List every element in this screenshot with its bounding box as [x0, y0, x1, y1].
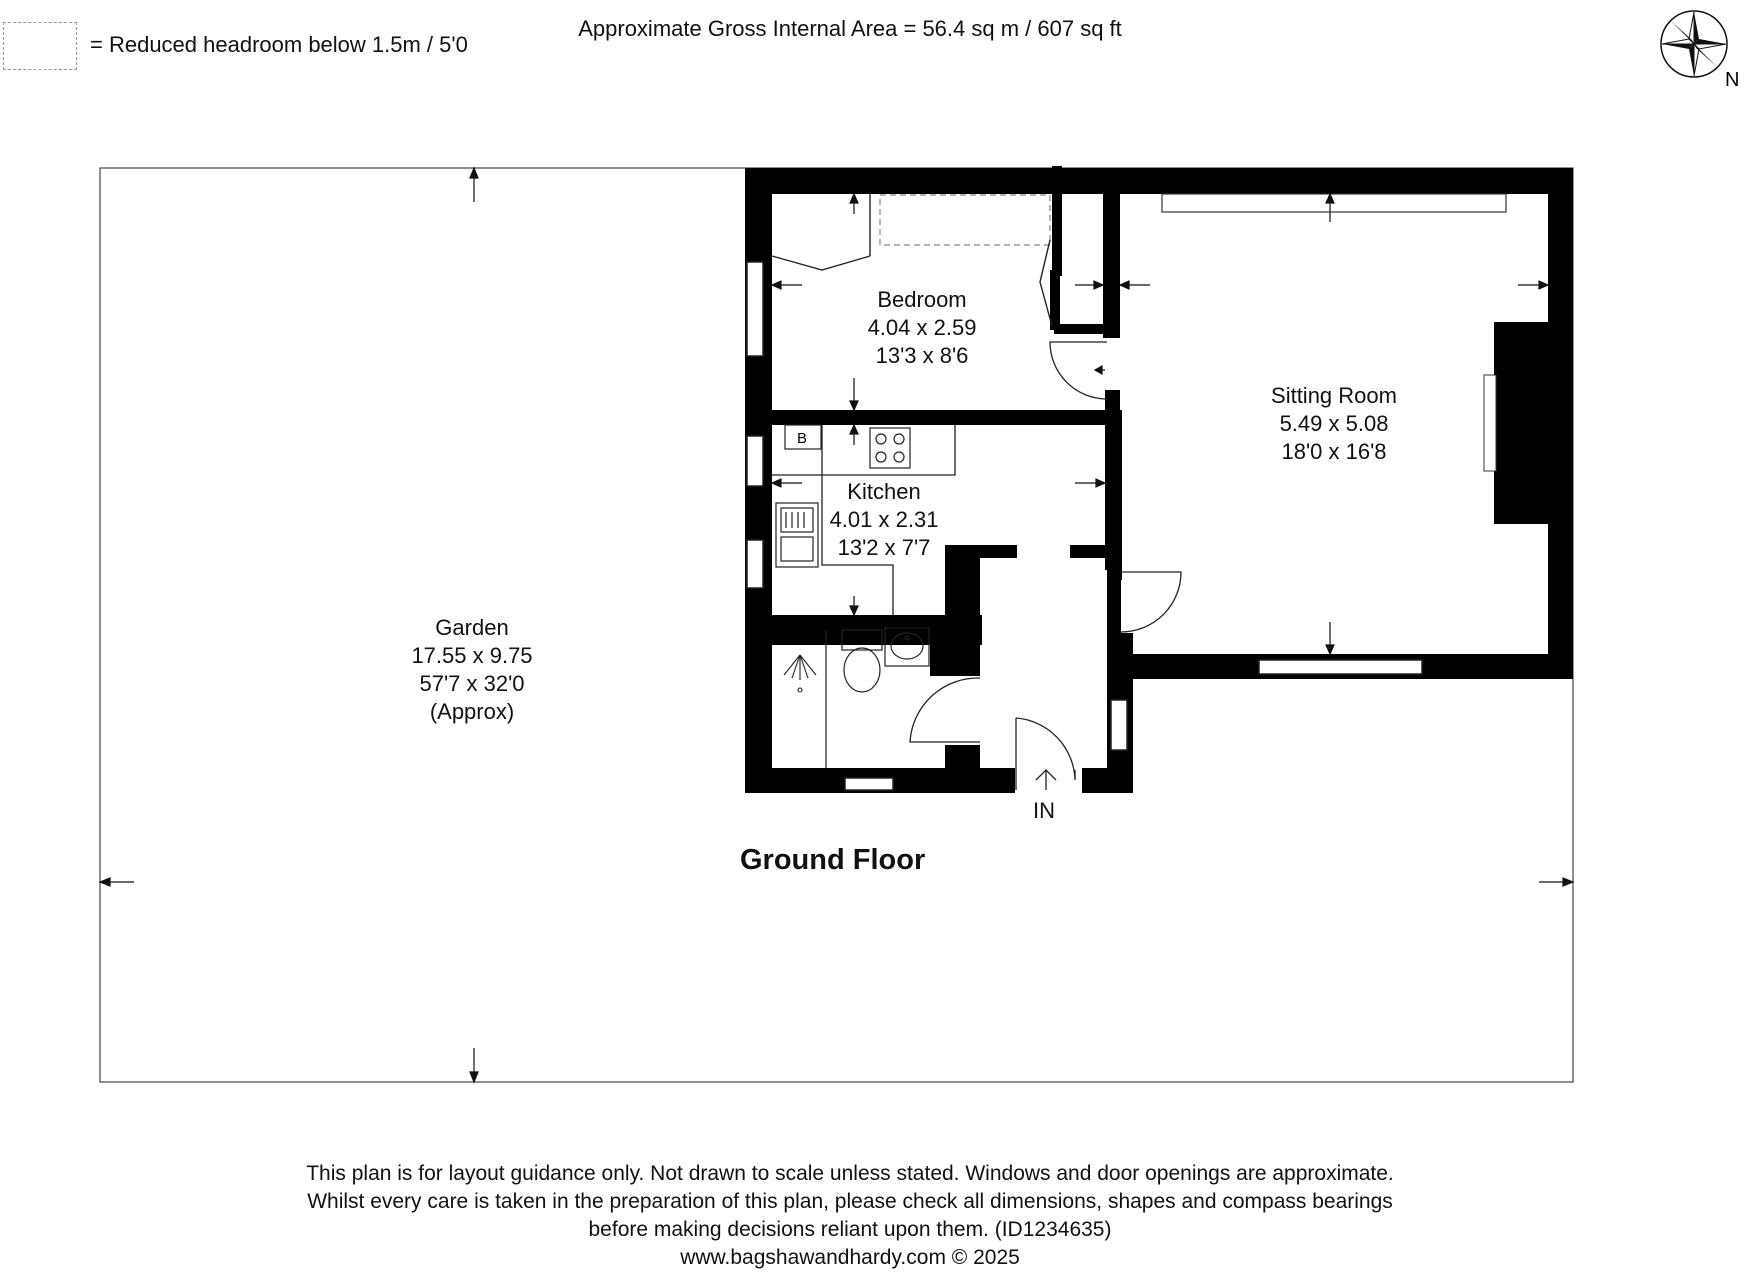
disclaimer-line-1: This plan is for layout guidance only. Not drawn to scale unless stated. Windows and door openings are approximate. — [306, 1162, 1394, 1185]
entrance-arrow-icon — [1036, 770, 1056, 790]
disclaimer-line-2: Whilst every care is taken in the preparation of this plan, please check all dimensions, shapes and compass bearings — [307, 1190, 1393, 1213]
reduced-headroom-legend-label: = Reduced headroom below 1.5m / 5'0 — [90, 32, 468, 57]
boiler-label: B — [797, 430, 808, 447]
sitting-room-name: Sitting Room — [1271, 383, 1397, 408]
disclaimer-line-3: before making decisions reliant upon them. (ID1234635) — [588, 1218, 1112, 1241]
bedroom-name: Bedroom — [877, 287, 967, 312]
reduced-headroom-area — [880, 195, 1050, 245]
kitchen-imperial: 13'2 x 7'7 — [837, 535, 931, 560]
bathroom-fixtures — [826, 628, 929, 768]
chimney-breast — [1494, 322, 1550, 524]
garden-metric: 17.55 x 9.75 — [411, 643, 533, 668]
interior-walls — [772, 166, 1122, 775]
kitchen-name: Kitchen — [847, 479, 921, 504]
bedroom-metric: 4.04 x 2.59 — [867, 315, 977, 340]
garden-imperial: 57'7 x 32'0 — [419, 671, 525, 696]
gross-internal-area: Approximate Gross Internal Area = 56.4 sq m / 607 sq ft — [578, 16, 1122, 41]
garden-label — [372, 614, 572, 726]
bedroom-imperial: 13'3 x 8'6 — [875, 343, 969, 368]
sitting-room-label — [1234, 382, 1434, 466]
kitchen-label — [784, 478, 984, 562]
bedroom-label — [822, 286, 1022, 370]
compass-north-label: N — [1725, 69, 1740, 90]
garden-name: Garden — [435, 615, 509, 640]
sitting-room-imperial: 18'0 x 16'8 — [1281, 439, 1387, 464]
garden-note: (Approx) — [429, 699, 515, 724]
entrance-label: IN — [1033, 798, 1055, 823]
disclaimer — [180, 1160, 1520, 1272]
kitchen-metric: 4.01 x 2.31 — [829, 507, 939, 532]
floor-title: Ground Floor — [740, 844, 926, 876]
website-copyright: www.bagshawandhardy.com © 2025 — [680, 1246, 1020, 1269]
sitting-room-metric: 5.49 x 5.08 — [1279, 411, 1389, 436]
shower-icon — [784, 655, 816, 692]
fireplace-hearth — [1484, 375, 1496, 471]
hob-icon — [870, 428, 910, 468]
